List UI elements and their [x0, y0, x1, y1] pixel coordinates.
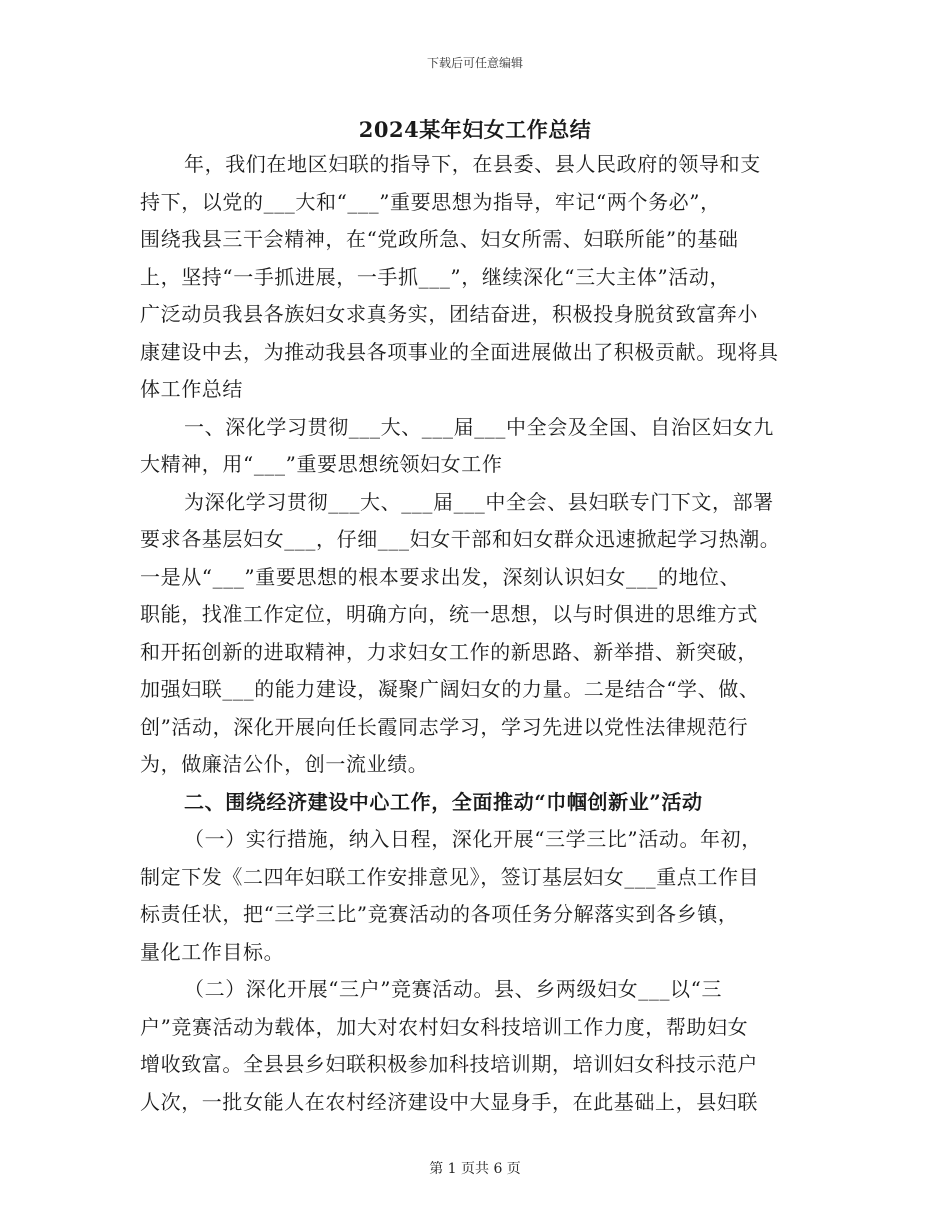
paragraph-line: 上，坚持“一手抓进展，一手抓___”，继续深化“三大主体”活动，: [140, 264, 731, 289]
paragraph-line: （二）深化开展“三户”竞赛活动。县、乡两级妇女___以“三: [184, 977, 723, 1001]
paragraph-line: 要求各基层妇女___，仔细___妇女干部和妇女群众迅速掀起学习热潮。: [140, 527, 781, 551]
paragraph-line: 为，做廉洁公仆，创一流业绩。: [140, 752, 429, 776]
paragraph-line: 大精神，用“___”重要思想统领妇女工作: [140, 452, 503, 476]
paragraph-line: 持下，以党的___大和“___”重要思想为指导，牢记“两个务必”，: [140, 189, 721, 214]
document-title: 2024某年妇女工作总结: [358, 117, 592, 142]
document-body: [140, 146, 812, 1121]
paragraph-line: 制定下发《二四年妇联工作安排意见》，签订基层妇女___重点工作目: [140, 864, 760, 889]
paragraph-line: 体工作总结: [140, 377, 243, 401]
paragraph-line: 围绕我县三干会精神，在“党政所急、妇女所需、妇联所能”的基础: [140, 227, 739, 251]
page-footer: 第 1 页共 6 页: [429, 1161, 521, 1177]
section-heading-line: 二、围绕经济建设中心工作，全面推动“巾帼创新业”活动: [184, 789, 703, 814]
paragraph-line: 为深化学习贯彻___大、___届___中全会、县妇联专门下文，部署: [184, 489, 774, 514]
paragraph-line: 康建设中去，为推动我县各项事业的全面进展做出了积极贡献。现将具: [140, 339, 779, 364]
paragraph-line: 创”活动，深化开展向任长霞同志学习，学习先进以党性法律规范行: [140, 714, 749, 739]
paragraph-line: 广泛动员我县各族妇女求真务实，团结奋进，积极投身脱贫致富奔小: [140, 302, 758, 326]
paragraph-line: 增收致富。全县县乡妇联积极参加科技培训期，培训妇女科技示范户: [140, 1052, 758, 1076]
paragraph-line: 户”竞赛活动为载体，加大对农村妇女科技培训工作力度，帮助妇女: [140, 1014, 749, 1039]
paragraph-line: 标责任状，把“三学三比”竞赛活动的各项任务分解落实到各乡镇，: [140, 902, 739, 926]
paragraph-line: 年，我们在地区妇联的指导下，在县委、县人民政府的领导和支: [184, 152, 761, 176]
paragraph-line: 和开拓创新的进取精神，力求妇女工作的新思路、新举措、新突破，: [140, 639, 758, 664]
paragraph-line: 量化工作目标。: [140, 939, 285, 964]
paragraph-line: （一）实行措施，纳入日程，深化开展“三学三比”活动。年初，: [184, 827, 762, 851]
paragraph-line: 职能，找准工作定位，明确方向，统一思想，以与时俱进的思维方式: [140, 602, 758, 626]
paragraph-line: 一是从“___”重要思想的根本要求出发，深刻认识妇女___的地位、: [140, 564, 741, 589]
paragraph-line: 一、深化学习贯彻___大、___届___中全会及全国、自治区妇女九: [184, 414, 774, 439]
header-note: 下载后可任意编辑: [426, 56, 523, 70]
paragraph-line: 人次，一批女能人在农村经济建设中大显身手，在此基础上，县妇联: [140, 1089, 758, 1114]
paragraph-line: 加强妇联___的能力建设，凝聚广阔妇女的力量。二是结合“学、做、: [140, 677, 760, 701]
